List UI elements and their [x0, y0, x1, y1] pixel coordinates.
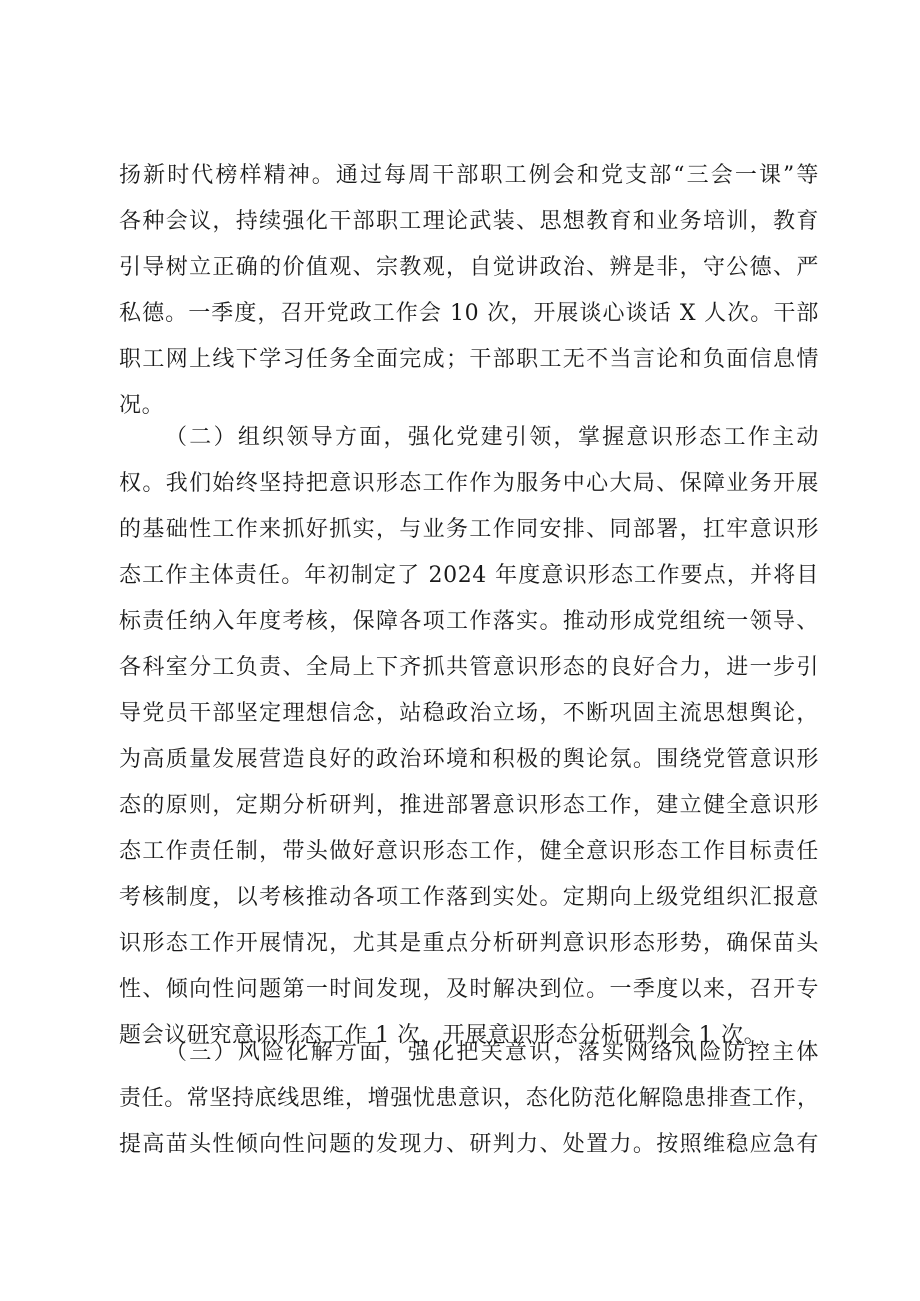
- text-line: 况。: [119, 393, 165, 418]
- text-line: 态工作责任制，带头做好意识形态工作，健全意识形态工作目标责任: [119, 839, 819, 864]
- text-line: 扬新时代榜样精神。通过每周干部职工例会和党支部“三会一课”等: [119, 163, 819, 188]
- text-line: 导党员干部坚定理想信念，站稳政治立场，不断巩固主流思想舆论，: [119, 701, 819, 726]
- text-line: （三）风险化解方面，强化把关意识，落实网络风险防控主体: [165, 1040, 819, 1065]
- text-line: 提高苗头性倾向性问题的发现力、研判力、处置力。按照维稳应急有: [119, 1132, 819, 1157]
- text-line: 职工网上线下学习任务全面完成；干部职工无不当言论和负面信息情: [119, 347, 819, 372]
- paragraph-2: [119, 415, 819, 1059]
- text-line: 各科室分工负责、全局上下齐抓共管意识形态的良好合力，进一步引: [119, 655, 819, 680]
- text-line: 私德。一季度，召开党政工作会 10 次，开展谈心谈话 X 人次。干部: [119, 301, 819, 326]
- text-line: 态的原则，定期分析研判，推进部署意识形态工作，建立健全意识形: [119, 793, 819, 818]
- text-line: （二）组织领导方面，强化党建引领，掌握意识形态工作主动: [165, 425, 819, 450]
- text-line: 权。我们始终坚持把意识形态工作作为服务中心大局、保障业务开展: [119, 471, 819, 496]
- text-line: 标责任纳入年度考核，保障各项工作落实。推动形成党组统一领导、: [119, 609, 819, 634]
- paragraph-3: [119, 1030, 819, 1168]
- text-line: 性、倾向性问题第一时间发现，及时解决到位。一季度以来，召开专: [119, 977, 819, 1002]
- text-line: 态工作主体责任。年初制定了 2024 年度意识形态工作要点，并将目: [119, 563, 819, 588]
- text-line: 识形态工作开展情况，尤其是重点分析研判意识形态形势，确保苗头: [119, 931, 819, 956]
- text-line: 的基础性工作来抓好抓实，与业务工作同安排、同部署，扛牢意识形: [119, 517, 819, 542]
- text-line: 考核制度，以考核推动各项工作落到实处。定期向上级党组织汇报意: [119, 885, 819, 910]
- paragraph-1: [119, 153, 819, 429]
- text-line: 为高质量发展营造良好的政治环境和积极的舆论氛。围绕党管意识形: [119, 747, 819, 772]
- text-line: 各种会议，持续强化干部职工理论武装、思想教育和业务培训，教育: [119, 209, 819, 234]
- text-line: 责任。常坚持底线思维，增强忧患意识，态化防范化解隐患排查工作，: [119, 1086, 820, 1111]
- text-line: 题会议研究意识形态工作 1 次，开展意识形态分析研判会 1 次。: [119, 1023, 767, 1048]
- text-line: 引导树立正确的价值观、宗教观，自觉讲政治、辨是非，守公德、严: [119, 255, 819, 280]
